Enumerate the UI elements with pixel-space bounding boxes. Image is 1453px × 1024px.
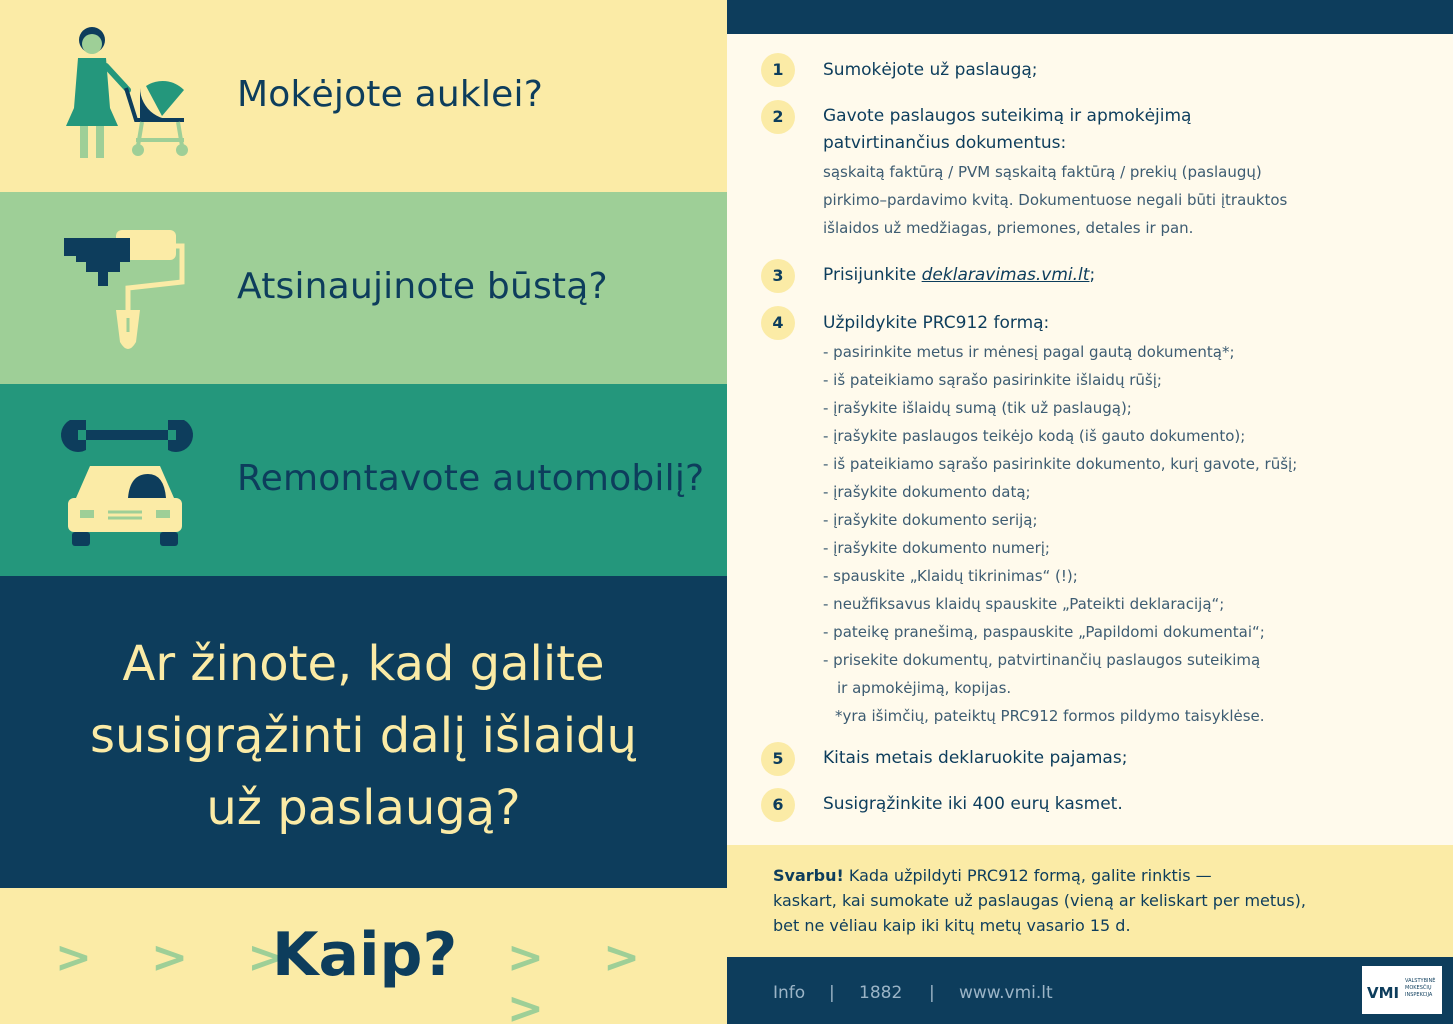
logo-main-text: VMI bbox=[1367, 984, 1400, 1002]
step-4-item: - prisekite dokumentų, patvirtinančių paslaugos suteikimą bbox=[823, 651, 1261, 669]
step-4-item: - įrašykite dokumento numerį; bbox=[823, 539, 1050, 557]
step-2-detail-1: sąskaitą faktūrą / PVM sąskaitą faktūrą / prekių (paslaugų) bbox=[823, 163, 1262, 181]
step-text-6: Susigrąžinkite iki 400 eurų kasmet. bbox=[823, 794, 1123, 814]
step-2-detail-3: išlaidos už medžiagas, priemones, detales ir pan. bbox=[823, 219, 1194, 237]
question-line-1: Ar žinote, kad galite bbox=[122, 636, 605, 692]
step-4-item: - pasirinkite metus ir mėnesį pagal gautą dokumentą*; bbox=[823, 343, 1235, 361]
step-number-5: 5 bbox=[761, 742, 795, 776]
step-4-item: - iš pateikiamo sąrašo pasirinkite išlaidų rūšį; bbox=[823, 371, 1162, 389]
arrows-right-icon: > > > bbox=[507, 932, 663, 1024]
step-4-item: - pateikę pranešimą, paspauskite „Papildomi dokumentai“; bbox=[823, 623, 1265, 641]
note-bold-label: Svarbu! bbox=[773, 866, 844, 885]
logo-small-text: VALSTYBINĖ MOKESČIŲ INSPEKCIJA bbox=[1405, 978, 1436, 998]
step-3-suffix: ; bbox=[1089, 265, 1096, 285]
step-number-2: 2 bbox=[761, 100, 795, 134]
band-label-nanny: Mokėjote auklei? bbox=[237, 74, 544, 115]
band-car-repair bbox=[0, 384, 727, 576]
question-panel bbox=[0, 576, 727, 888]
step-3-prefix: Prisijunkite bbox=[823, 265, 922, 285]
note-line-3: bet ne vėliau kaip iki kitų metų vasario 15 d. bbox=[773, 916, 1131, 935]
note-line-1: Kada užpildyti PRC912 formą, galite rinktis — bbox=[843, 866, 1212, 885]
kaip-panel bbox=[0, 888, 727, 1024]
step-4-item: - įrašykite paslaugos teikėjo kodą (iš gauto dokumento); bbox=[823, 427, 1246, 445]
step-text-2a: Gavote paslaugos suteikimą ir apmokėjimą bbox=[823, 106, 1192, 126]
band-renovation bbox=[0, 192, 727, 384]
note-text bbox=[773, 863, 1373, 938]
arrows-left-icon: > > > bbox=[55, 932, 307, 983]
car-wrench-icon bbox=[50, 402, 200, 552]
kaip-heading: Kaip? bbox=[272, 920, 458, 990]
note-line-2: kaskart, kai sumokate už paslaugas (vieną ar keliskart per metus), bbox=[773, 891, 1306, 910]
step-text-4: Užpildykite PRC912 formą: bbox=[823, 313, 1050, 333]
footer bbox=[727, 957, 1453, 1024]
paint-roller-icon bbox=[50, 210, 200, 360]
step-4-item: - spauskite „Klaidų tikrinimas“ (!); bbox=[823, 567, 1078, 585]
footer-url-link[interactable]: www.vmi.lt bbox=[959, 983, 1053, 1003]
footer-phone[interactable]: 1882 bbox=[859, 983, 903, 1003]
vmi-logo bbox=[1362, 966, 1442, 1014]
footer-info: Info bbox=[773, 983, 806, 1003]
question-line-2: susigrąžinti dalį išlaidų bbox=[90, 708, 637, 764]
question-line-3: už paslaugą? bbox=[206, 780, 521, 836]
step-text-1: Sumokėjote už paslaugą; bbox=[823, 60, 1038, 80]
step-4-item: - įrašykite dokumento datą; bbox=[823, 483, 1031, 501]
step-4-item: - neužfiksavus klaidų spauskite „Pateikti deklaraciją“; bbox=[823, 595, 1225, 613]
step-number-4: 4 bbox=[761, 306, 795, 340]
step-4-item: ir apmokėjimą, kopijas. bbox=[837, 679, 1012, 697]
step-text-2b: patvirtinančius dokumentus: bbox=[823, 133, 1067, 153]
footer-separator: | bbox=[829, 983, 835, 1003]
step-4-item: - įrašykite išlaidų sumą (tik už paslaugą); bbox=[823, 399, 1132, 417]
band-nanny bbox=[0, 0, 727, 192]
step-2-detail-2: pirkimo–pardavimo kvitą. Dokumentuose negali būti įtrauktos bbox=[823, 191, 1288, 209]
step-text-3 bbox=[823, 262, 1095, 288]
step-number-3: 3 bbox=[761, 259, 795, 293]
nanny-stroller-icon bbox=[50, 18, 200, 168]
top-bar bbox=[727, 0, 1453, 34]
step-4-item: - iš pateikiamo sąrašo pasirinkite dokumento, kurį gavote, rūšį; bbox=[823, 455, 1298, 473]
band-label-renovation: Atsinaujinote būstą? bbox=[237, 266, 608, 307]
important-note bbox=[727, 845, 1453, 957]
step-number-1: 1 bbox=[761, 53, 795, 87]
step-4-footnote: *yra išimčių, pateiktų PRC912 formos pildymo taisyklėse. bbox=[835, 707, 1265, 725]
step-4-item: - įrašykite dokumento seriją; bbox=[823, 511, 1038, 529]
footer-separator: | bbox=[929, 983, 935, 1003]
main-question bbox=[0, 628, 727, 844]
band-label-car-repair: Remontavote automobilį? bbox=[237, 458, 705, 499]
deklaravimas-link[interactable]: deklaravimas.vmi.lt bbox=[921, 265, 1090, 285]
step-text-5: Kitais metais deklaruokite pajamas; bbox=[823, 748, 1128, 768]
step-number-6: 6 bbox=[761, 788, 795, 822]
right-panel bbox=[727, 0, 1453, 1024]
